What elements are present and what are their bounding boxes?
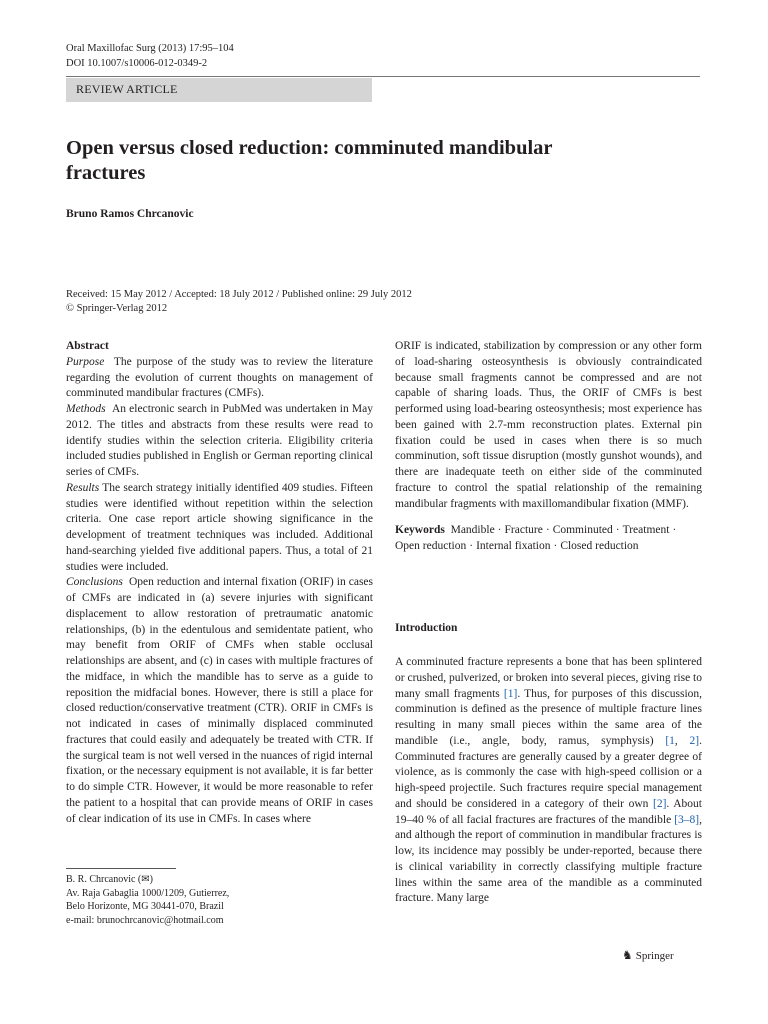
abstract-continued: ORIF is indicated, stabilization by compression or any other form of load-sharing osteosynthesis is obviously contraindicated because small fragments cannot be compressed and are not capable of sharing loads. Thus, the ORIF of CMFs is best performed using load-bearing osteosynthesis; most experience has been gained with 2.7-mm reconstruction plates. External pin fixation could be used in cases when there is so much comminution, soft tissue disruption (mostly gunshot wounds), and there are inadequate teeth on either side of the comminuted fracture to control the spatial relationship of the remaining mandibular fragments with maxillomandibular fixation (MMF).	[395, 340, 702, 510]
conclusions-label: Conclusions	[66, 576, 123, 589]
citation-link[interactable]: [1]	[503, 687, 518, 700]
journal-header	[66, 41, 234, 71]
introduction-heading: Introduction	[395, 622, 458, 634]
purpose-text: The purpose of the study was to review the literature regarding the evolution of current thoughts on management of comminuted mandibular fractures (CMFs).	[66, 355, 373, 400]
keyword: Fracture	[504, 524, 543, 537]
abstract-purpose	[66, 355, 373, 402]
article-title	[66, 136, 706, 186]
footnote-rule	[66, 868, 176, 869]
keywords-label: Keywords	[395, 524, 445, 537]
abstract-methods	[66, 402, 373, 481]
abstract-conclusions	[66, 575, 373, 827]
intro-text: . Thus, for purposes of this discussion, comminution is defined as the presence of multiple fracture lines resulting in many small pieces within the same area of the mandible (i.e., angle, body, ramus, symphysis)	[395, 687, 703, 747]
publisher-logo	[622, 948, 674, 963]
footnote-address-1: Av. Raja Gabaglia 1000/1209, Gutierrez,	[66, 887, 230, 899]
purpose-label: Purpose	[66, 355, 105, 368]
article-type-label: REVIEW ARTICLE	[76, 82, 178, 96]
keyword: Treatment	[622, 524, 670, 537]
citation-link[interactable]: [3–8]	[674, 813, 700, 826]
journal-citation: Oral Maxillofac Surg (2013) 17:95–104	[66, 43, 234, 54]
keyword: Open reduction	[395, 540, 467, 552]
publisher-name: Springer	[635, 950, 674, 962]
footnote-name: B. R. Chrcanovic (	[66, 874, 142, 885]
header-rule	[66, 76, 700, 77]
dates-line: Received: 15 May 2012 / Accepted: 18 July 2012 / Published online: 29 July 2012	[66, 289, 412, 300]
article-type-banner	[66, 78, 372, 102]
results-label: Results	[66, 481, 100, 494]
citation-link[interactable]: 2]	[689, 734, 700, 747]
footnote-name-line: B. R. Chrcanovic (✉)	[66, 874, 153, 885]
footnote-address-2: Belo Horizonte, MG 30441-070, Brazil	[66, 901, 224, 912]
keyword: Closed reduction	[560, 540, 639, 552]
publication-dates	[66, 288, 412, 316]
author-footnote	[66, 873, 229, 927]
keyword: Mandible	[450, 524, 495, 537]
intro-text: . About 19–40 % of all facial fractures are fractures of the mandible	[395, 797, 702, 826]
abstract-heading: Abstract	[66, 340, 109, 352]
intro-text: A comminuted fracture represents a bone that has been splintered or crushed, pulverized, or broken into several pieces, giving rise to many small fragments	[395, 656, 702, 700]
envelope-icon: ✉	[141, 874, 150, 885]
title-line-2: fractures	[66, 162, 146, 184]
copyright: © Springer-Verlag 2012	[66, 303, 168, 314]
intro-text: , and although the report of comminution in mandibular fractures is low, its incidence may possibly be under-reported, because there is clinical variability in correctly classifying multiple fracture lines within the same area of the mandible as a comminuted fracture. Many large	[395, 813, 703, 905]
introduction-body	[395, 655, 702, 907]
springer-horse-icon: ♞	[622, 948, 633, 962]
abstract-column	[66, 339, 373, 827]
methods-text: An electronic search in PubMed was undertaken in May 2012. The titles and abstracts from these results were read to identify studies within the selection criteria. Eligibility criteria included studies published in English or German reporting clinical series of CMFs.	[66, 403, 373, 478]
footnote-email[interactable]: e-mail: brunochrcanovic@hotmail.com	[66, 914, 224, 926]
right-column	[395, 339, 702, 555]
introduction-paragraph: A comminuted fracture represents a bone that has been splintered or crushed, pulverized, or broken into several pieces, giving rise to many small fragments [1]. Thus, for purposes of this discussion, comminution is defined as the presence of multiple fracture lines resulting in many small pieces within the same area of the mandible (i.e., angle, body, ramus, symphysis) [1, 2]. Comminuted fractures are generally caused by a greater degree of violence, as is commonly the case with high-speed collision or a high-speed projectile. Such fractures require special management and should be considered in a category of their own [2]. About 19–40 % of all facial fractures are fractures of the mandible [3–8], and although the report of comminution in mandibular fractures is low, its incidence may possibly be under-reported, because there is clinical variability in correctly classifying multiple fracture lines within the same area of the mandible as a comminuted fracture. Many large	[395, 656, 703, 905]
citation-link[interactable]: [2]	[652, 797, 667, 810]
methods-label: Methods	[66, 403, 106, 415]
results-text: The search strategy initially identified 409 studies. Fifteen studies were identified without repetition within the selection criteria. One case report article showing significance in the development of treatment techniques was included. Additional hand-searching yielded five additional papers. Thus, a total of 21 studies were included.	[66, 481, 374, 573]
conclusions-text: Open reduction and internal fixation (ORIF) in cases of CMFs are indicated in (a) severe injuries with significant displacement to allow restoration of pretraumatic anatomic relationships, (b) in the edentulous and semidentate patient, who may benefit from ORIF of CMFs when stable occlusal relationships are absent, and (c) in cases with multiple fractures of the midface, in which the mandible has to serve as a guide to reposition the midfacial bones. However, there is still a place for closed reduction/conservative treatment (CTR). ORIF in CMFs is not indicated in cases of minimally displaced comminuted fractures that could easily and adequately be treated with CTR. If the surgical team is not well versed in the nuances of rigid internal fixation, or the necessary equipment is not available, it is far better to do simple CTR. However, it would be more reasonable to refer the patient to a hospital that can provide means of ORIF in cases of clear indication of its use in CMFs. In cases where	[66, 576, 374, 825]
doi: DOI 10.1007/s10006-012-0349-2	[66, 58, 208, 69]
author-name: Bruno Ramos Chrcanovic	[66, 208, 194, 220]
keyword: Comminuted	[552, 524, 613, 537]
title-line-1: Open versus closed reduction: comminuted mandibular	[66, 137, 553, 159]
keywords: Keywords Mandible · Fracture · Comminuted · Treatment · Open reduction · Internal fixation · Closed reduction	[395, 524, 677, 552]
citation-link[interactable]: [1	[665, 734, 675, 747]
keyword: Internal fixation	[476, 540, 551, 552]
intro-text: . Comminuted fractures are generally caused by a greater degree of violence, as is commonly the case with high-speed collision or a high-speed projectile. Such fractures require special management and should be considered in a category of their own	[395, 734, 702, 810]
abstract-results	[66, 481, 373, 576]
